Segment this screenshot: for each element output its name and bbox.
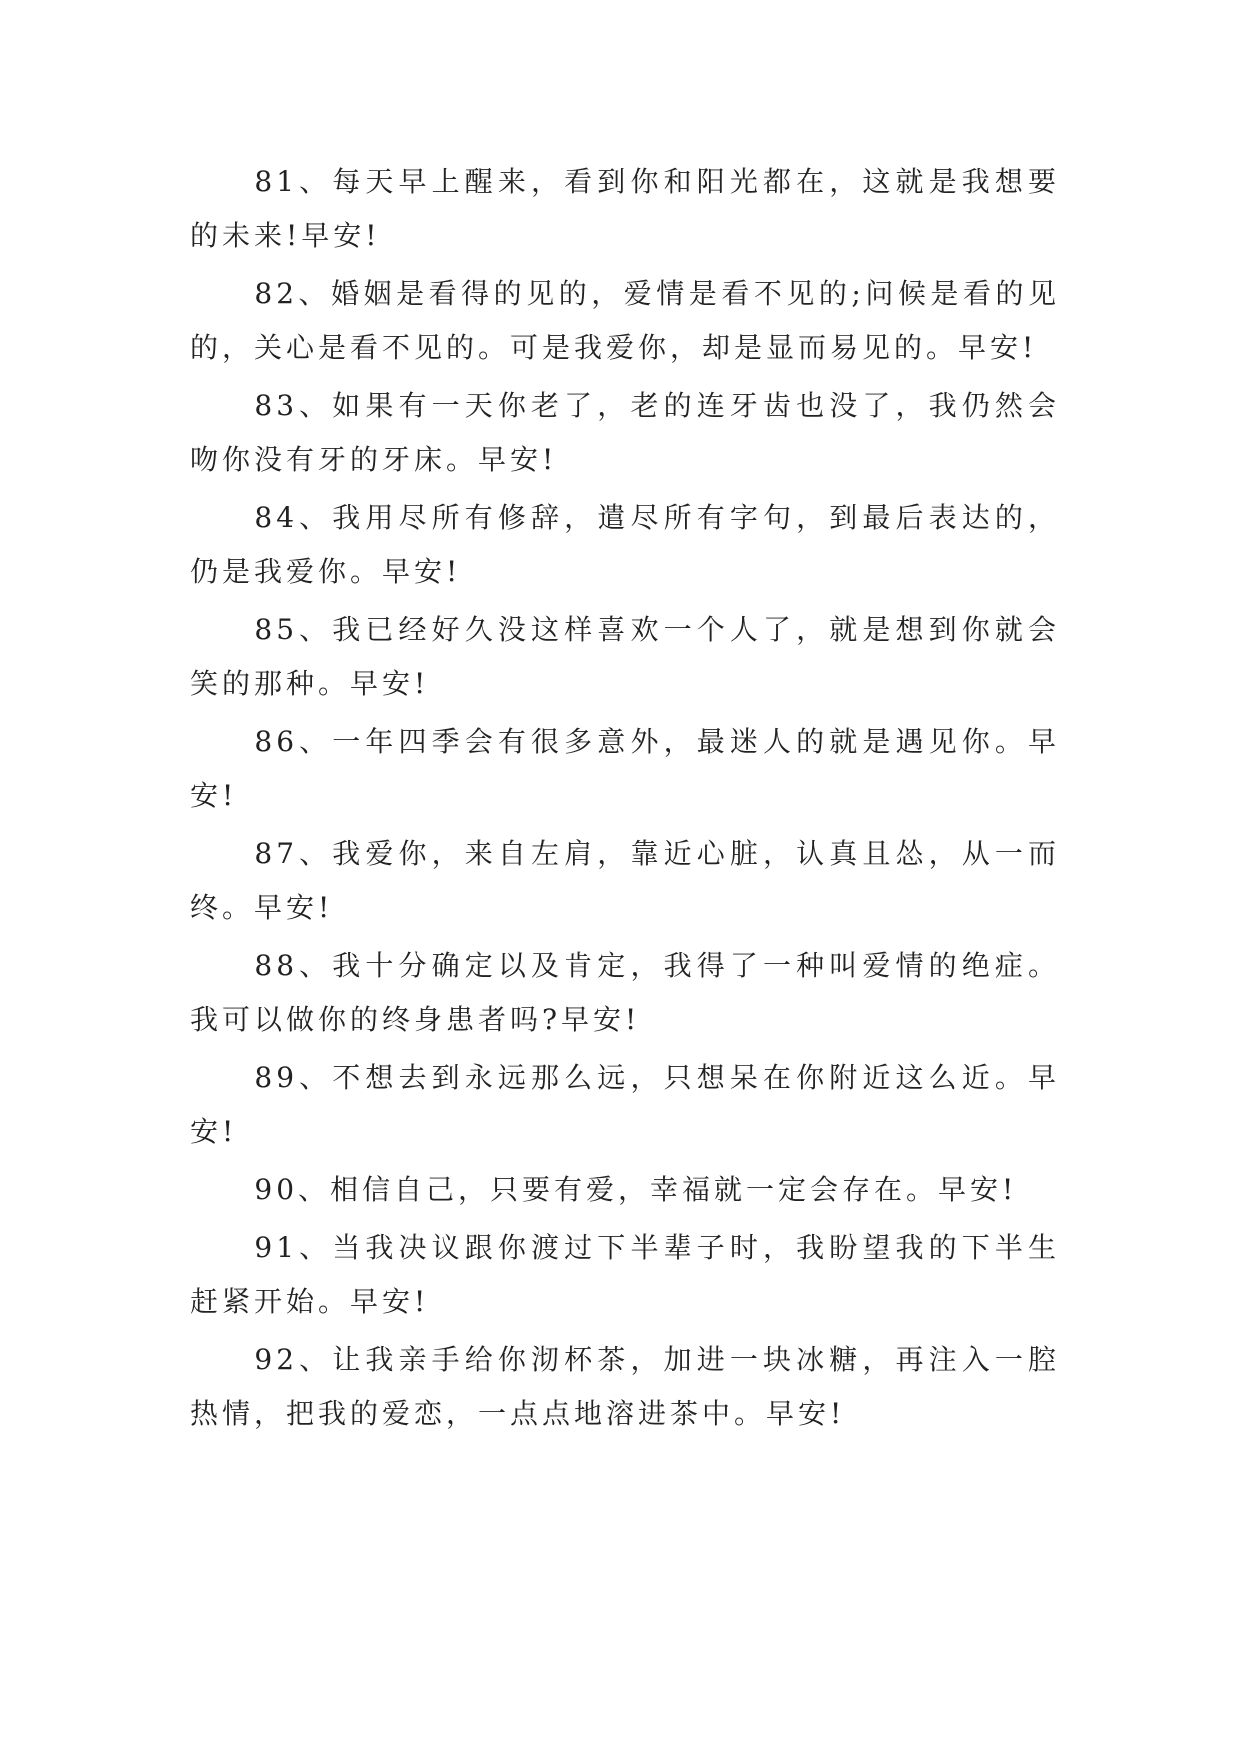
paragraph-84: 84、我用尽所有修辞，遣尽所有字句，到最后表达的，仍是我爱你。早安! xyxy=(190,501,1060,588)
paragraph-81: 81、每天早上醒来，看到你和阳光都在，这就是我想要的未来!早安! xyxy=(190,165,1060,252)
paragraph-87: 87、我爱你，来自左肩，靠近心脏，认真且怂，从一而终。早安! xyxy=(190,837,1060,924)
paragraph-92: 92、让我亲手给你沏杯茶，加进一块冰糖，再注入一腔热情，把我的爱恋，一点点地溶进茶中。早安! xyxy=(190,1343,1060,1430)
paragraph-90: 90、相信自己，只要有爱，幸福就一定会存在。早安! xyxy=(254,1173,1018,1206)
paragraph-91: 91、当我决议跟你渡过下半辈子时，我盼望我的下半生赶紧开始。早安! xyxy=(190,1231,1060,1318)
paragraph-86: 86、一年四季会有很多意外，最迷人的就是遇见你。早安! xyxy=(190,725,1060,812)
paragraph-89: 89、不想去到永远那么远，只想呆在你附近这么近。早安! xyxy=(190,1061,1060,1148)
document-body xyxy=(190,155,1060,1445)
paragraph-83: 83、如果有一天你老了，老的连牙齿也没了，我仍然会吻你没有牙的牙床。早安! xyxy=(190,389,1060,476)
paragraph-82: 82、婚姻是看得的见的，爱情是看不见的;问候是看的见的，关心是看不见的。可是我爱你，却是显而易见的。早安! xyxy=(190,277,1060,364)
paragraph-85: 85、我已经好久没这样喜欢一个人了，就是想到你就会笑的那种。早安! xyxy=(190,613,1060,700)
paragraph-88: 88、我十分确定以及肯定，我得了一种叫爱情的绝症。我可以做你的终身患者吗?早安! xyxy=(190,949,1060,1036)
